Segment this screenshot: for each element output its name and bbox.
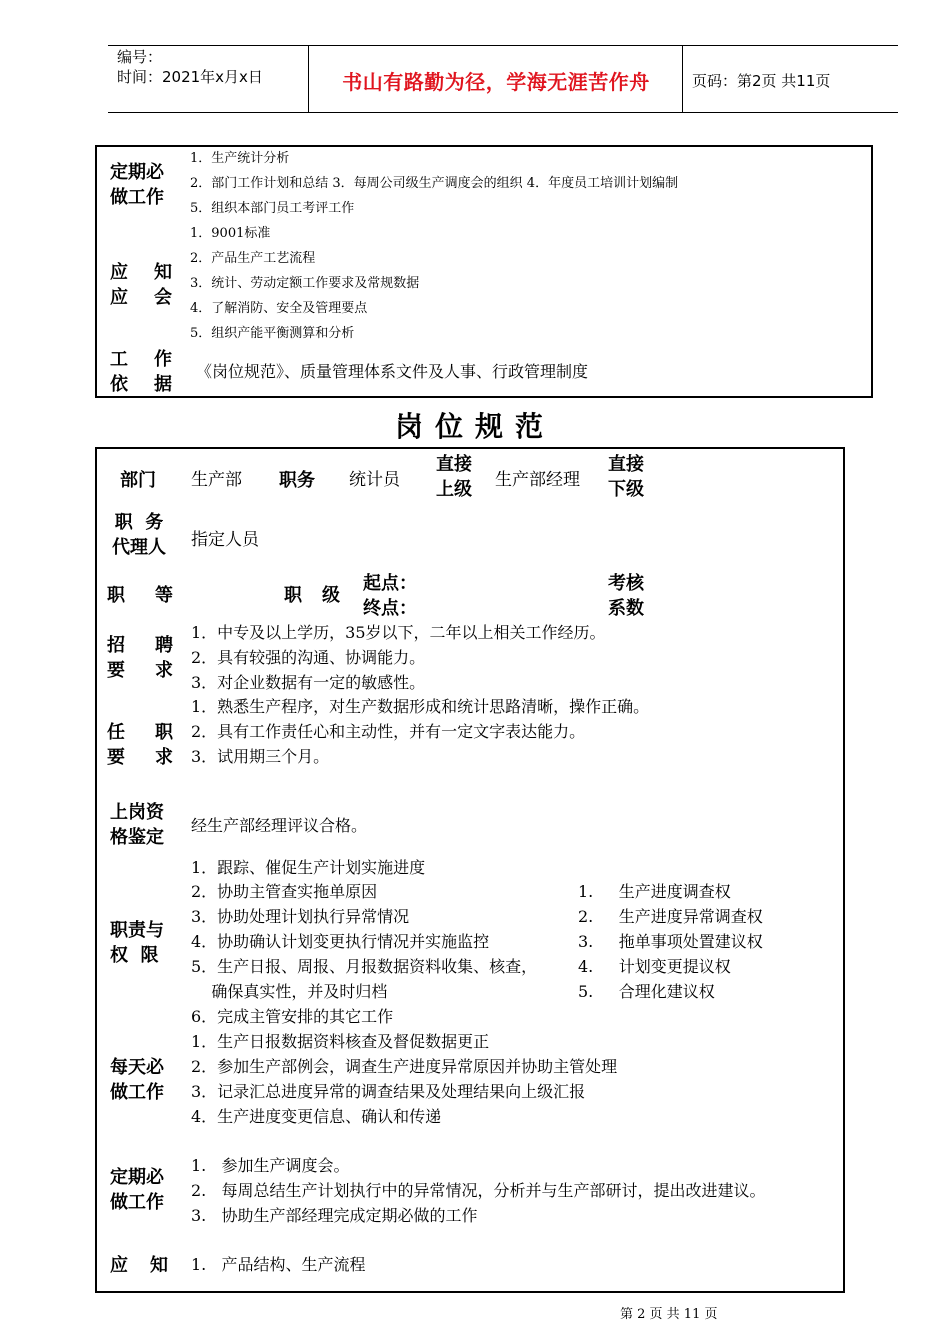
list-item: 3. 协助生产部经理完成定期必做的工作 xyxy=(191,1206,478,1225)
top-basis-text: 《岗位规范》、质量管理体系文件及人事、行政管理制度 xyxy=(196,362,589,381)
dept-label: 部门 xyxy=(120,470,156,491)
list-item: 3．统计、劳动定额工作要求及常规数据 xyxy=(190,276,420,291)
qualify-value: 经生产部经理评议合格。 xyxy=(191,816,368,835)
list-item: 2．参加生产部例会，调查生产进度异常原因并协助主管处理 xyxy=(191,1057,618,1076)
top-knowledge-label: 应 知 应 会 xyxy=(110,262,172,308)
post-value: 统计员 xyxy=(349,470,400,490)
list-item: 3．对企业数据有一定的敏感性。 xyxy=(191,673,426,692)
list-item: 4．生产进度变更信息、确认和传递 xyxy=(191,1107,442,1126)
header-time-label: 时间：2021年x月x日 xyxy=(117,68,263,86)
list-item: 3．协助处理计划执行异常情况 xyxy=(191,907,410,926)
list-item: 3．试用期三个月。 xyxy=(191,747,330,766)
list-item: 4. 计划变更提议权 xyxy=(578,957,731,976)
list-item: 5．组织产能平衡测算和分析 xyxy=(190,326,355,341)
list-item: 1．熟悉生产程序，对生产数据形成和统计思路清晰，操作正确。 xyxy=(191,697,650,716)
daily-label: 每天必 做工作 xyxy=(110,1057,164,1103)
qualify-label: 上岗资 格鉴定 xyxy=(110,802,164,848)
list-item: 2．具有工作责任心和主动性，并有一定文字表达能力。 xyxy=(191,722,586,741)
deputy-label: 职 务 代理人 xyxy=(112,512,166,558)
periodic-label: 定期必 做工作 xyxy=(110,1167,164,1213)
start-end-label: 起点： 终点： xyxy=(363,573,417,619)
list-item: 1．9001标准 xyxy=(190,226,271,241)
list-item: 3．记录汇总进度异常的调查结果及处理结果向上级汇报 xyxy=(191,1082,586,1101)
top-basis-label: 工 作 依 据 xyxy=(110,349,172,395)
assess-label: 考核 系数 xyxy=(608,573,644,619)
list-item: 1. 参加生产调度会。 xyxy=(191,1156,350,1175)
list-item: 1. 生产进度调查权 xyxy=(578,882,731,901)
grade-label: 职 等 xyxy=(107,585,173,606)
list-item: 4．协助确认计划变更执行情况并实施监控 xyxy=(191,932,490,951)
list-item: 2．产品生产工艺流程 xyxy=(190,251,316,266)
header-motto: 书山有路勤为径，学海无涯苦作舟 xyxy=(342,70,650,94)
top-periodic-label: 定期必 做工作 xyxy=(110,162,164,208)
list-item: 4．了解消防、安全及管理要点 xyxy=(190,301,368,316)
header-page-info: 页码：第2页 共11页 xyxy=(692,72,831,90)
superior-label: 直接 上级 xyxy=(436,454,472,500)
recruit-label: 招 聘 要 求 xyxy=(107,635,173,681)
dept-value: 生产部 xyxy=(191,470,242,490)
list-item: 2. 每周总结生产计划执行中的异常情况，分析并与生产部研讨，提出改进建议。 xyxy=(191,1181,766,1200)
duty-req-label: 任 职 要 求 xyxy=(107,722,173,768)
list-item: 3. 拖单事项处置建议权 xyxy=(578,932,763,951)
list-item: 1．跟踪、催促生产计划实施进度 xyxy=(191,858,426,877)
list-item: 2．协助主管查实拖单原因 xyxy=(191,882,378,901)
list-item: 5. 合理化建议权 xyxy=(578,982,715,1001)
header-code-time xyxy=(117,47,263,87)
list-item: 5．组织本部门员工考评工作 xyxy=(190,201,355,216)
knowledge-label: 应 知 xyxy=(110,1255,168,1276)
post-label: 职务 xyxy=(279,470,315,491)
list-item: 6．完成主管安排的其它工作 xyxy=(191,1007,394,1026)
page-footer: 第 2 页 共 11 页 xyxy=(620,1307,718,1322)
list-item: 2. 生产进度异常调查权 xyxy=(578,907,763,926)
list-item: 2．具有较强的沟通、协调能力。 xyxy=(191,648,426,667)
list-item: 确保真实性，并及时归档 xyxy=(191,982,388,1001)
resp-label: 职责与 权 限 xyxy=(110,920,164,966)
list-item: 1．生产日报数据资料核查及督促数据更正 xyxy=(191,1032,490,1051)
list-item: 5．生产日报、周报、月报数据资料收集、核查， xyxy=(191,957,538,976)
superior-value: 生产部经理 xyxy=(495,470,580,490)
header-code-label: 编号： xyxy=(117,48,163,66)
list-item: 1．中专及以上学历，35岁以下，二年以上相关工作经历。 xyxy=(191,623,606,642)
deputy-value: 指定人员 xyxy=(191,530,259,550)
list-item: 1．生产统计分析 xyxy=(190,151,290,166)
list-item: 1. 产品结构、生产流程 xyxy=(191,1255,366,1274)
subordinate-label: 直接 下级 xyxy=(608,454,644,500)
list-item: 2．部门工作计划和总结 3．每周公司级生产调度会的组织 4．年度员工培训计划编制 xyxy=(190,176,679,191)
page-title: 岗位规范 xyxy=(394,410,555,443)
level-label: 职 级 xyxy=(284,585,340,606)
